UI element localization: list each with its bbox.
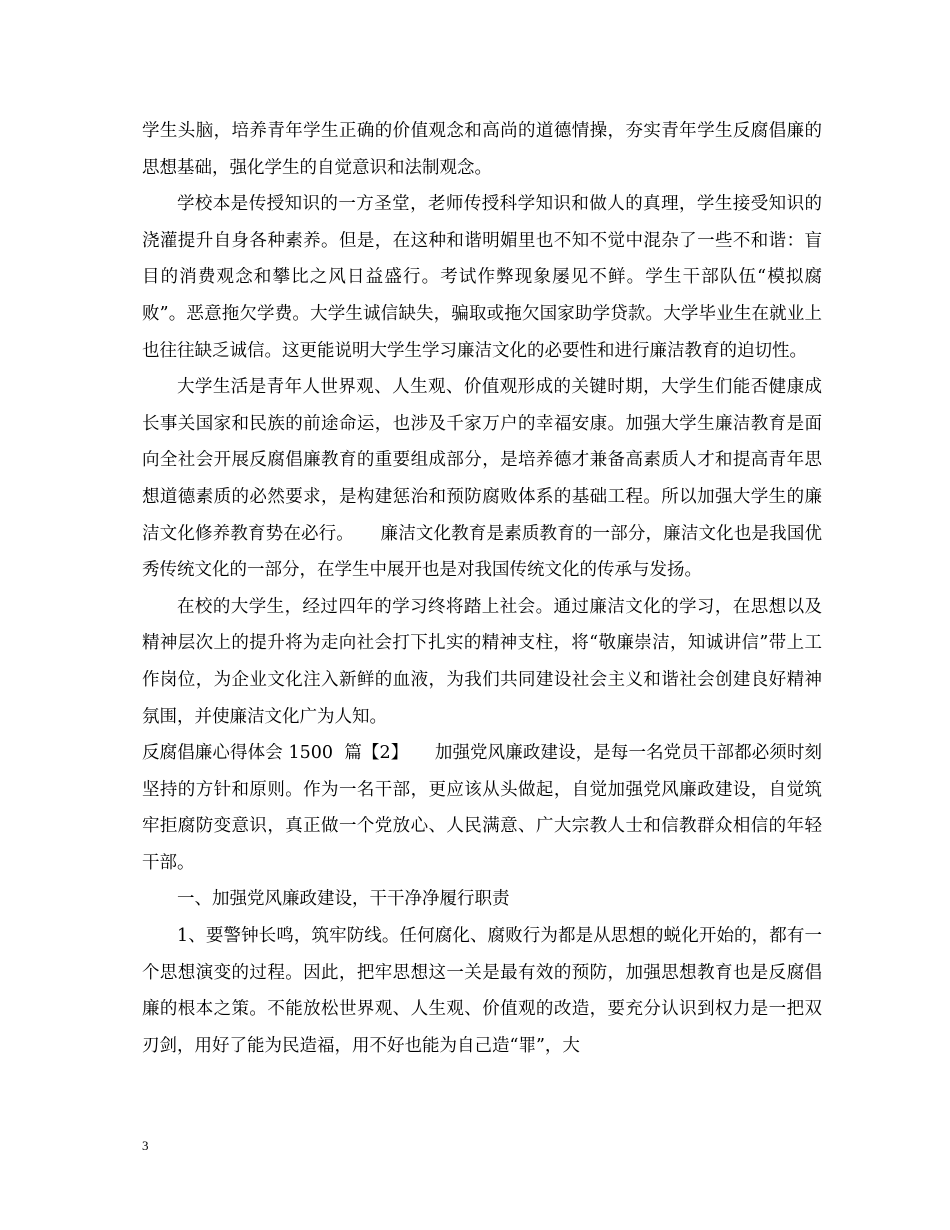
paragraph-6-subheading: 一、加强党风廉政建设，干干净净履行职责 <box>177 889 510 910</box>
paragraph-7: 1、要警钟长鸣，筑牢防线。任何腐化、腐败行为都是从思想的蜕化开始的，都有一个思想演变的过程。因此，把牢思想这一关是最有效的预防，加强思想教育也是反腐倡廉的根本之策。不能放松世界观、人生观、价值观的改造，要充分认识到权力是一把双刃剑，用好了能为民造福，用不好也能为自己造“罪”，大 <box>142 926 822 1056</box>
paragraph-3: 大学生活是青年人世界观、人生观、价值观形成的关键时期，大学生们能否健康成长事关国家和民族的前途命运，也涉及千家万户的幸福安康。加强大学生廉洁教育是面向全社会开展反腐倡廉教育的重要组成部分，是培养德才兼备高素质人才和提高青年思想道德素质的必然要求，是构建惩治和预防腐败体系的基础工程。所以加强大学生的廉洁文化修养教育势在必行。 廉洁文化教育是素质教育的一部分，廉洁文化也是我国优秀传统文化的一部分，在学生中展开也是对我国传统文化的传承与发扬。 <box>142 377 822 581</box>
page-number: 3 <box>142 1138 149 1153</box>
document-body <box>142 113 822 1064</box>
paragraph-5-section-heading: 反腐倡廉心得体会 1500 篇【2】 加强党风廉政建设，是每一名党员干部都必须时刻坚持的方针和原则。作为一名干部，更应该从头做起，自觉加强党风廉政建设，自觉筑牢拒腐防变意识，真正做一个党放心、人民满意、广大宗教人士和信教群众相信的年轻干部。 <box>142 743 822 873</box>
paragraph-4: 在校的大学生，经过四年的学习终将踏上社会。通过廉洁文化的学习，在思想以及精神层次上的提升将为走向社会打下扎实的精神支柱，将“敬廉崇洁，知诚讲信”带上工作岗位，为企业文化注入新鲜的血液，为我们共同建设社会主义和谐社会创建良好精神氛围，并使廉洁文化广为人知。 <box>142 596 822 727</box>
paragraph-1: 学生头脑，培养青年学生正确的价值观念和高尚的道德情操，夯实青年学生反腐倡廉的思想基础，强化学生的自觉意识和法制观念。 <box>142 121 822 178</box>
paragraph-2: 学校本是传授知识的一方圣堂，老师传授科学知识和做人的真理，学生接受知识的浇灌提升自身各种素养。但是，在这种和谐明媚里也不知不觉中混杂了一些不和谐：盲目的消费观念和攀比之风日益盛行。考试作弊现象屡见不鲜。学生干部队伍“模拟腐败”。恶意拖欠学费。大学生诚信缺失，骗取或拖欠国家助学贷款。大学毕业生在就业上也往往缺乏诚信。这更能说明大学生学习廉洁文化的必要性和进行廉洁教育的迫切性。 <box>142 194 822 361</box>
